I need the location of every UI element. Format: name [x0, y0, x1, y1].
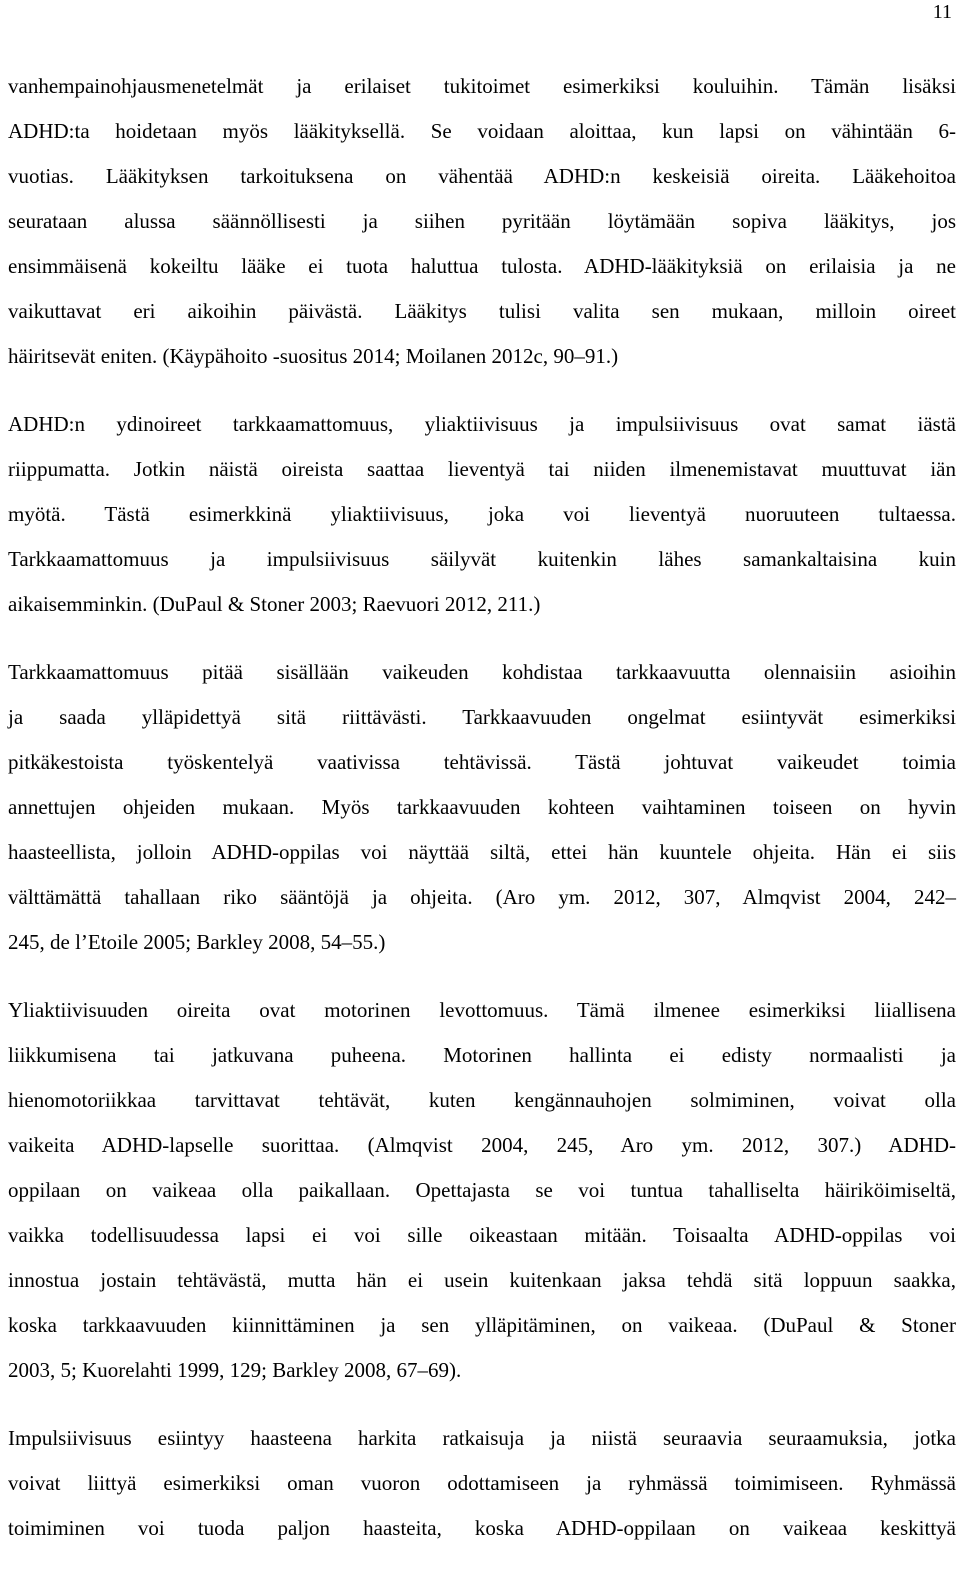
text-line: haasteellista, jolloin ADHD-oppilas voi näyttää siltä, ettei hän kuuntele ohjeita. Hän ei siis — [8, 840, 956, 864]
text-line: Yliaktiivisuuden oireita ovat motorinen levottomuus. Tämä ilmenee esimerkiksi liiallisena — [8, 998, 956, 1022]
text-line: vuotias. Lääkityksen tarkoituksena on vähentää ADHD:n keskeisiä oireita. Lääkehoitoa — [8, 164, 956, 188]
page-number: 11 — [932, 1, 952, 23]
text-line: ADHD:ta hoidetaan myös lääkityksellä. Se voidaan aloittaa, kun lapsi on vähintään 6- — [8, 119, 956, 143]
text-line: 2003, 5; Kuorelahti 1999, 129; Barkley 2008, 67–69). — [8, 1358, 462, 1382]
text-line: hienomotoriikkaa tarvittavat tehtävät, kuten kengännauhojen solmiminen, voivat olla — [8, 1088, 956, 1112]
text-line: liikkumisena tai jatkuvana puheena. Motorinen hallinta ei edisty normaalisti ja — [8, 1043, 956, 1067]
text-line: toimiminen voi tuoda paljon haasteita, koska ADHD-oppilaan on vaikeaa keskittyä — [8, 1516, 956, 1540]
text-line: pitkäkestoista työskentelyä vaativissa tehtävissä. Tästä johtuvat vaikeudet toimia — [8, 750, 956, 774]
text-line: ADHD:n ydinoireet tarkkaamattomuus, yliaktiivisuus ja impulsiivisuus ovat samat iästä — [8, 412, 956, 436]
text-line: Tarkkaamattomuus pitää sisällään vaikeuden kohdistaa tarkkaavuutta olennaisiin asioihin — [8, 660, 956, 684]
paragraph-inattention — [8, 650, 956, 965]
paragraph-medication — [8, 64, 956, 379]
text-line: innostua jostain tehtävästä, mutta hän ei usein kuitenkaan jaksa tehdä sitä loppuun saakka, — [8, 1268, 956, 1292]
text-line: koska tarkkaavuuden kiinnittäminen ja sen ylläpitäminen, on vaikeaa. (DuPaul & Stoner — [8, 1313, 956, 1337]
text-line: Tarkkaamattomuus ja impulsiivisuus säilyvät kuitenkin lähes samankaltaisina kuin — [8, 547, 956, 571]
text-line: 245, de l’Etoile 2005; Barkley 2008, 54–55.) — [8, 930, 386, 954]
text-line: vaikka todellisuudessa lapsi ei voi sille oikeastaan mitään. Toisaalta ADHD-oppilas voi — [8, 1223, 956, 1247]
paragraph-impulsivity — [8, 1416, 956, 1551]
text-line: vaikeita ADHD-lapselle suorittaa. (Almqvist 2004, 245, Aro ym. 2012, 307.) ADHD- — [8, 1133, 956, 1157]
document-body — [8, 64, 956, 1574]
text-line: seurataan alussa säännöllisesti ja siihen pyritään löytämään sopiva lääkitys, jos — [8, 209, 956, 233]
text-line: ensimmäisenä kokeiltu lääke ei tuota haluttua tulosta. ADHD-lääkityksiä on erilaisia ja ne — [8, 254, 956, 278]
text-line: myötä. Tästä esimerkkinä yliaktiivisuus, joka voi lieventyä nuoruuteen tultaessa. — [8, 502, 956, 526]
text-line: oppilaan on vaikeaa olla paikallaan. Opettajasta se voi tuntua tahalliselta häiriköimiseltä, — [8, 1178, 956, 1202]
text-line: vanhempainohjausmenetelmät ja erilaiset tukitoimet esimerkiksi kouluihin. Tämän lisäksi — [8, 74, 956, 98]
text-line: voivat liittyä esimerkiksi oman vuoron odottamiseen ja ryhmässä toimimiseen. Ryhmässä — [8, 1471, 956, 1495]
text-line: Impulsiivisuus esiintyy haasteena harkita ratkaisuja ja niistä seuraavia seuraamuksia, jotka — [8, 1426, 956, 1450]
text-line: riippumatta. Jotkin näistä oireista saattaa lieventyä tai niiden ilmenemistavat muuttuvat iän — [8, 457, 956, 481]
text-line: välttämättä tahallaan riko sääntöjä ja ohjeita. (Aro ym. 2012, 307, Almqvist 2004, 242– — [8, 885, 956, 909]
text-line: aikaisemminkin. (DuPaul & Stoner 2003; Raevuori 2012, 211.) — [8, 592, 541, 616]
paragraph-hyperactivity — [8, 988, 956, 1393]
text-line: annettujen ohjeiden mukaan. Myös tarkkaavuuden kohteen vaihtaminen toiseen on hyvin — [8, 795, 956, 819]
text-line: ja saada ylläpidettyä sitä riittävästi. Tarkkaavuuden ongelmat esiintyvät esimerkiksi — [8, 705, 956, 729]
text-line: vaikuttavat eri aikoihin päivästä. Lääkitys tulisi valita sen mukaan, milloin oireet — [8, 299, 956, 323]
paragraph-core-symptoms — [8, 402, 956, 627]
text-line: häiritsevät eniten. (Käypähoito -suositus 2014; Moilanen 2012c, 90–91.) — [8, 344, 619, 368]
